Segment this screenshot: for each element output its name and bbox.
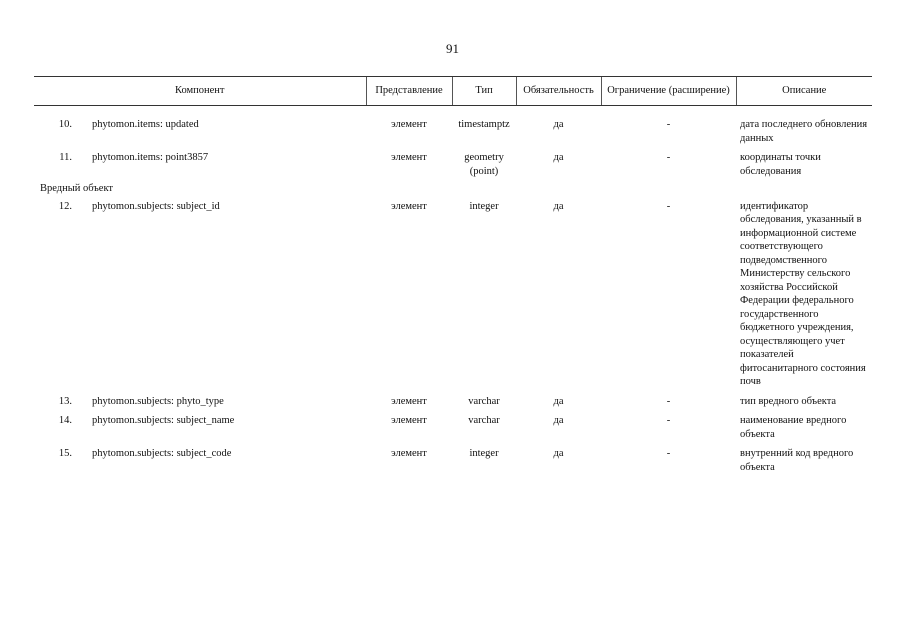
- row-number: 12.: [58, 200, 72, 212]
- header-required: Обязательность: [516, 77, 601, 106]
- row-description: координаты точки обследования: [740, 152, 821, 177]
- header-type: Тип: [452, 77, 516, 106]
- table-body-items: [34, 115, 872, 181]
- row-required: да: [553, 448, 564, 459]
- row-representation: элемент: [391, 119, 427, 130]
- row-type: integer: [469, 448, 499, 459]
- row-type: varchar: [468, 395, 500, 407]
- row-number: 11.: [59, 152, 72, 163]
- row-representation: элемент: [391, 152, 427, 163]
- table-row: [34, 392, 872, 412]
- row-representation: элемент: [391, 395, 427, 407]
- row-limit: -: [666, 152, 671, 163]
- data-table: [34, 76, 872, 477]
- table-row: [34, 148, 872, 181]
- row-number: 13.: [58, 395, 72, 407]
- row-description: наименование вредного объекта: [740, 415, 847, 440]
- row-limit: -: [666, 415, 671, 426]
- row-type: timestamptz: [458, 119, 510, 130]
- header-limit: Ограничение (расширение): [601, 77, 736, 106]
- row-representation: элемент: [391, 200, 427, 212]
- row-component: phytomon.subjects: phyto_type: [92, 395, 224, 407]
- row-component: phytomon.items: updated: [92, 119, 199, 130]
- row-representation: элемент: [391, 415, 427, 426]
- row-representation: элемент: [391, 448, 427, 459]
- row-limit: -: [666, 119, 671, 130]
- row-type: geometry (point): [464, 152, 504, 177]
- header-description: Описание: [736, 77, 872, 106]
- table-row: [34, 115, 872, 148]
- header-component: Компонент: [34, 77, 366, 106]
- table-body-subjects: [34, 197, 872, 478]
- table-section: [34, 181, 872, 197]
- header-representation: Представление: [366, 77, 452, 106]
- row-limit: -: [666, 200, 671, 212]
- row-component: phytomon.subjects: subject_id: [92, 200, 220, 212]
- row-component: phytomon.items: point3857: [92, 152, 209, 163]
- row-number: 14.: [58, 415, 72, 426]
- row-description: дата последнего обновления данных: [740, 119, 868, 144]
- row-description: идентификатор обследования, указанный в информационной системе соответствующего подведомственного Министерству сельского хозяйства Российской Федерации федерального государственного бюджетного учреждения, осуществляющего учет показателей фитосанитарного состояния почв: [740, 200, 866, 387]
- section-title: Вредный объект: [40, 183, 114, 194]
- table-row: [34, 197, 872, 392]
- row-number: 10.: [58, 119, 72, 130]
- row-required: да: [553, 152, 564, 163]
- row-limit: -: [666, 395, 671, 407]
- table-row: [34, 411, 872, 444]
- table-row: [34, 444, 872, 477]
- row-type: integer: [469, 200, 499, 212]
- page-number: 91: [446, 41, 459, 56]
- row-required: да: [553, 119, 564, 130]
- row-required: да: [553, 415, 564, 426]
- row-required: да: [553, 200, 564, 212]
- row-component: phytomon.subjects: subject_code: [92, 448, 232, 459]
- row-type: varchar: [468, 415, 500, 426]
- table-header: [34, 77, 872, 116]
- row-required: да: [553, 395, 564, 407]
- row-description: внутренний код вредного объекта: [740, 448, 854, 473]
- row-limit: -: [666, 448, 671, 459]
- row-description: тип вредного объекта: [740, 395, 837, 407]
- row-number: 15.: [58, 448, 72, 459]
- row-component: phytomon.subjects: subject_name: [92, 415, 235, 426]
- component-table: [34, 76, 872, 477]
